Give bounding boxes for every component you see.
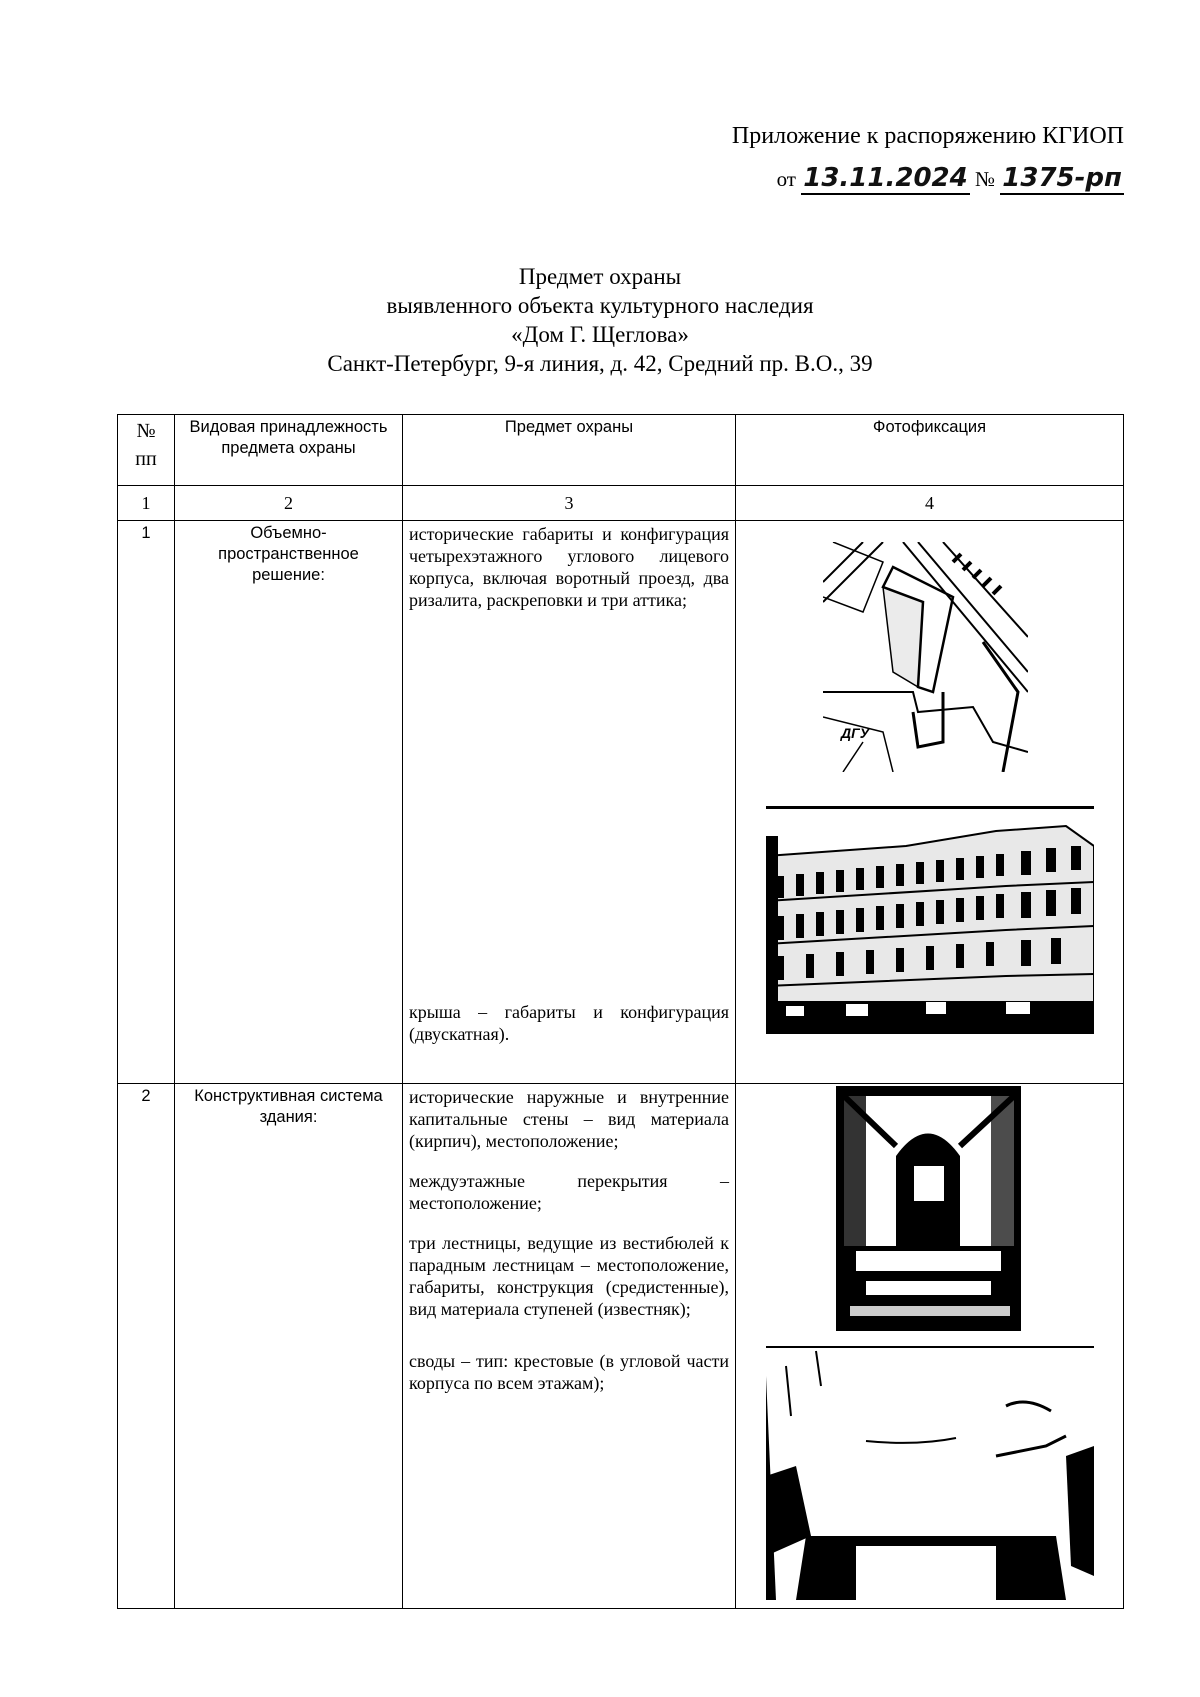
title-line-2: выявленного объекта культурного наследия xyxy=(386,293,814,318)
row-photos xyxy=(736,521,1124,1084)
table-header-row xyxy=(118,415,1124,486)
protection-table xyxy=(117,414,1124,1609)
appendix-header xyxy=(732,120,1124,195)
header-photo: Фотофиксация xyxy=(736,415,1124,486)
order-line xyxy=(732,162,1124,195)
facade-photo xyxy=(766,806,1094,1034)
subject-item: исторические наружные и внутренние капитальные стены – вид материала (кирпич), местоположение; xyxy=(409,1087,729,1151)
subject-item: исторические габариты и конфигурация четырехэтажного углового лицевого корпуса, включая воротный проезд, два ризалита, раскреповки и три аттика; xyxy=(409,524,729,610)
subject-item: своды – тип: крестовые (в угловой части корпуса по всем этажам); xyxy=(409,1351,729,1393)
map-label: ДГУ xyxy=(841,725,870,741)
appendix-line: Приложение к распоряжению КГИОП xyxy=(731,123,1124,149)
row-number: 1 xyxy=(118,521,175,1084)
header-subject: Предмет охраны xyxy=(403,415,736,486)
subject-item: три лестницы, ведущие из вестибюлей к парадным лестницам – местоположение, габариты, конструкция (средистенные), вид материала ступеней (известняк); xyxy=(409,1233,729,1319)
site-map-image xyxy=(823,542,1028,772)
row-photos xyxy=(736,1084,1124,1609)
column-number-row xyxy=(118,486,1124,521)
title-line-4: Санкт-Петербург, 9-я линия, д. 42, Средний пр. В.О., 39 xyxy=(327,351,873,376)
row-type: Объемно-пространственное решение: xyxy=(175,521,403,1084)
col-number-3: 3 xyxy=(403,486,736,521)
col-number-1: 1 xyxy=(118,486,175,521)
order-number-prefix: № xyxy=(974,167,996,191)
order-date: 13.11.2024 xyxy=(803,163,968,193)
arch-photo xyxy=(836,1086,1021,1331)
row-type: Конструктивная система здания: xyxy=(175,1084,403,1609)
document-title xyxy=(0,262,1200,378)
row-number: 2 xyxy=(118,1084,175,1609)
order-number: 1375-рп xyxy=(1002,163,1122,193)
row-subject xyxy=(403,1084,736,1609)
table-row xyxy=(118,521,1124,1084)
subject-item: крыша – габариты и конфигурация (двускатная). xyxy=(409,1002,729,1044)
header-no: № пп xyxy=(118,415,175,486)
vault-photo xyxy=(766,1346,1094,1600)
order-prefix: от xyxy=(776,167,796,191)
title-line-1: Предмет охраны xyxy=(518,264,682,289)
row-subject xyxy=(403,521,736,1084)
subject-item: междуэтажные перекрытия – местоположение; xyxy=(409,1171,729,1213)
header-type: Видовая принадлежность предмета охраны xyxy=(175,415,403,486)
col-number-2: 2 xyxy=(175,486,403,521)
title-line-3: «Дом Г. Щеглова» xyxy=(511,322,689,347)
col-number-4: 4 xyxy=(736,486,1124,521)
table-row xyxy=(118,1084,1124,1609)
